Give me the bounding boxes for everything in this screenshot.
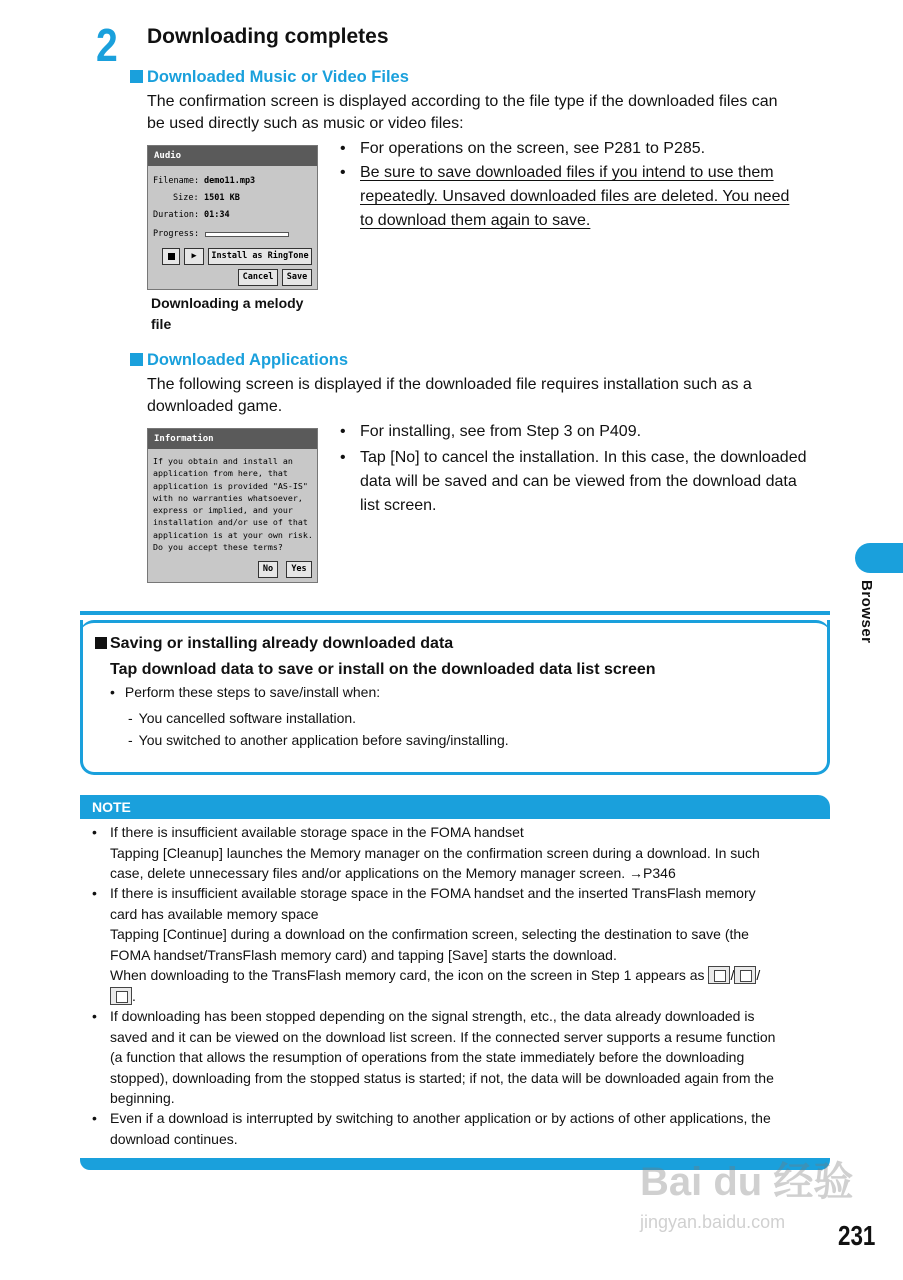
note-line: If downloading has been stopped depending on the signal strength, etc., the data already downloaded is — [110, 1008, 755, 1024]
box-top-rule — [80, 611, 830, 615]
info-line: application from here, that — [153, 468, 288, 479]
step-title: Downloading completes — [147, 25, 389, 48]
filename-value: demo11.mp3 — [204, 176, 256, 186]
chapter-tab — [855, 543, 903, 573]
note-item-1: • If there is insufficient available storage space in the FOMA handset Tapping [Cleanup] launches the Memory manager on the confirmation screen during a download. In such case, delete unnecessary files and/or applications on the Memory manager screen. →P346 — [110, 822, 822, 884]
music-bullet1: • For operations on the screen, see P281 to P285. — [340, 140, 706, 157]
page-number: 231 — [838, 1220, 876, 1251]
note-line: (a function that allows the resumption of operations from the state immediately before the downloading — [110, 1049, 745, 1065]
no-button[interactable]: No — [258, 561, 278, 578]
download-card-icon — [734, 966, 756, 984]
watermark-url: jingyan.baidu.com — [640, 1212, 786, 1232]
note-line: case, delete unnecessary files and/or applications on the Memory manager screen. →P346 — [110, 865, 676, 881]
step-number: 2 — [96, 19, 117, 71]
note-label: NOTE — [80, 795, 830, 819]
music-bullet2-line2: repeatedly. Unsaved downloaded files are deleted. You need — [360, 188, 790, 205]
square-icon — [130, 353, 143, 366]
note-item-2: • If there is insufficient available storage space in the FOMA handset and the inserted TransFlash memory card has available memory space Tapping [Continue] during a download on the confirmation screen, selecting the destination to save (the FOMA handset/TransFlash memory card) and tapping [Save] starts the download. When downloading to the TransFlash memory card, the icon on the screen in Step 1 appears as / / . — [110, 883, 822, 1006]
progress-label: Progress: — [153, 229, 200, 239]
note-line: stopped), downloading from the stopped status is started; if not, the data will be downloaded again from the — [110, 1069, 774, 1086]
note-line: FOMA handset/TransFlash memory card) and tapping [Save] starts the download. — [110, 946, 617, 963]
info-terms-text — [153, 455, 313, 553]
audio-screen-title: Audio — [148, 146, 317, 166]
saving-subheading: Tap download data to save or install on the downloaded data list screen — [110, 661, 656, 678]
caption-line1: Downloading a melody — [151, 295, 304, 311]
note-icon-line: When downloading to the TransFlash memory card, the icon on the screen in Step 1 appears as / / — [110, 967, 761, 983]
cancel-button[interactable]: Cancel — [238, 269, 278, 286]
info-line: installation and/or use of that — [153, 517, 308, 528]
yes-button[interactable]: Yes — [286, 561, 312, 578]
note-line: Even if a download is interrupted by switching to another application or by actions of other applications, the — [110, 1110, 771, 1126]
chapter-label: Browser — [858, 580, 875, 644]
apps-bullet2-line3: list screen. — [360, 497, 437, 514]
filename-label: Filename: — [153, 176, 200, 186]
apps-bullet2-line1: Tap [No] to cancel the installation. In this case, the downloaded — [360, 449, 807, 466]
note-line: card has available memory space — [110, 905, 319, 922]
apps-intro-line2: downloaded game. — [147, 398, 283, 415]
progress-bar — [205, 232, 289, 237]
audio-screen — [147, 145, 318, 290]
music-intro-line1: The confirmation screen is displayed according to the file type if the downloaded files can — [147, 93, 778, 110]
info-line: application is provided "AS-IS" — [153, 480, 308, 491]
apps-bullet2-line2: data will be saved and can be viewed from the download data — [360, 473, 797, 490]
stop-icon — [168, 253, 175, 260]
note-line: Tapping [Continue] during a download on the confirmation screen, selecting the destination to save (the — [110, 926, 749, 942]
caption-line2: file — [151, 316, 172, 332]
note-line: If there is insufficient available storage space in the FOMA handset and the inserted TransFlash memory — [110, 885, 756, 901]
info-line: with no warranties whatsoever, — [153, 492, 303, 503]
square-icon — [130, 70, 143, 83]
info-line: Do you accept these terms? — [153, 542, 283, 553]
note-icon-line-2: . — [110, 986, 822, 1007]
download-handset-icon — [708, 966, 730, 984]
watermark-logo: Bai du 经验 — [640, 1160, 854, 1204]
info-screen-title: Information — [148, 429, 317, 449]
note-line: saved and it can be viewed on the download list screen. If the connected server supports a resume function — [110, 1028, 776, 1045]
install-ringtone-button[interactable]: Install as RingTone — [208, 248, 312, 265]
info-line: application is at your own risk. — [153, 529, 313, 540]
info-line: If you obtain and install an — [153, 456, 293, 466]
music-bullet2-line1: Be sure to save downloaded files if you intend to use them — [360, 164, 774, 181]
play-icon: ▶ — [191, 251, 197, 261]
note-line: If there is insufficient available storage space in the FOMA handset — [110, 824, 524, 840]
download-memory-icon — [110, 987, 132, 1005]
apps-section-heading: Downloaded Applications — [130, 351, 348, 370]
square-icon — [95, 637, 107, 649]
apps-intro-line1: The following screen is displayed if the downloaded file requires installation such as a — [147, 376, 752, 393]
note-line: beginning. — [110, 1090, 175, 1106]
note-item-3: • If downloading has been stopped depending on the signal strength, etc., the data already downloaded is saved and it can be viewed on the download list screen. If the connected server supports a resume function (a function that allows the resumption of operations from the state immediately before the downloading stopped), downloading from the stopped status is started; if not, the data will be downloaded again from the beginning. — [110, 1006, 822, 1109]
stop-button[interactable] — [162, 248, 180, 265]
saving-heading: Saving or installing already downloaded data — [95, 635, 453, 653]
saving-dash1: - You cancelled software installation. — [128, 710, 357, 726]
music-section-heading: Downloaded Music or Video Files — [130, 68, 409, 87]
duration-label: Duration: — [153, 210, 200, 220]
play-button[interactable] — [184, 248, 204, 265]
music-bullet2: • Be sure to save downloaded files if you intend to use them repeatedly. Unsaved downloaded files are deleted. You need to download them again to save. — [340, 161, 830, 233]
info-line: express or implied, and your — [153, 505, 293, 516]
saving-dash2: - You switched to another application before saving/installing. — [128, 732, 509, 748]
note-line: download continues. — [110, 1130, 238, 1147]
duration-value: 01:34 — [204, 210, 230, 220]
info-screen — [147, 428, 318, 583]
size-value: 1501 KB — [204, 193, 240, 203]
apps-bullet1: • For installing, see from Step 3 on P409. — [340, 423, 642, 440]
music-intro-line2: be used directly such as music or video files: — [147, 115, 464, 132]
note-item-4: • Even if a download is interrupted by switching to another application or by actions of other applications, the download continues. — [110, 1108, 822, 1149]
note-line: Tapping [Cleanup] launches the Memory manager on the confirmation screen during a download. In such — [110, 844, 760, 861]
music-bullet2-line3: to download them again to save. — [360, 212, 591, 229]
apps-bullet2: • Tap [No] to cancel the installation. In this case, the downloaded data will be saved and can be viewed from the download data list screen. — [340, 446, 830, 518]
saving-bullet: • Perform these steps to save/install when: — [110, 684, 381, 700]
save-button[interactable]: Save — [282, 269, 312, 286]
size-label: Size: — [173, 193, 199, 203]
